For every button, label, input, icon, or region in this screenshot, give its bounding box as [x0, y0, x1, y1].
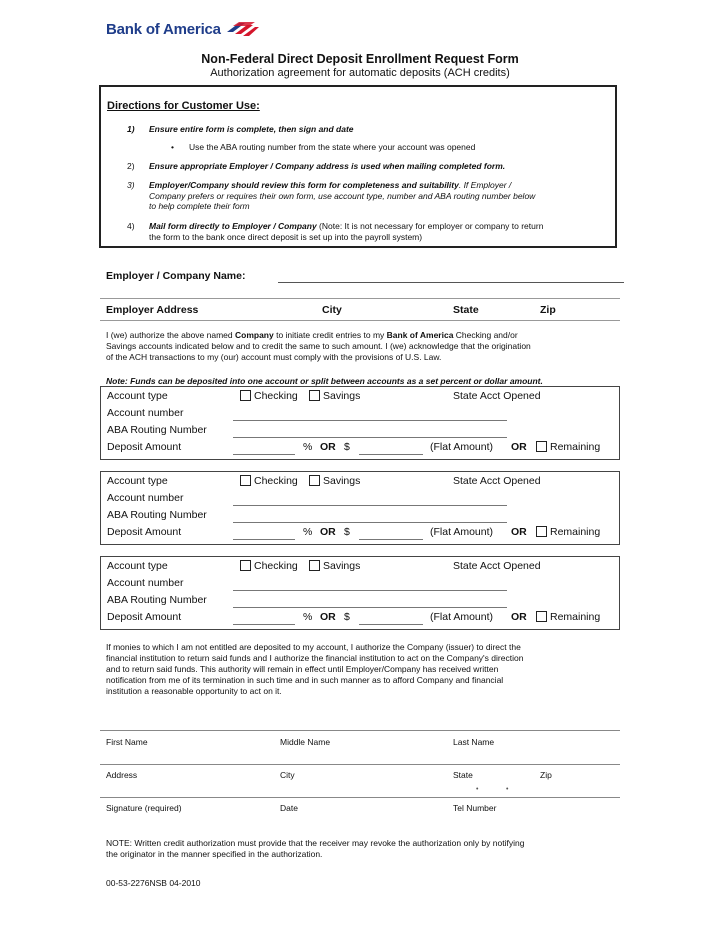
- percent-field[interactable]: [233, 539, 295, 540]
- auth-bank: Bank of America: [386, 330, 454, 340]
- flat-amount-field[interactable]: [359, 624, 423, 625]
- direction-number-1: 1): [127, 124, 135, 134]
- remaining-label: Remaining: [550, 526, 601, 538]
- or-label: OR: [511, 526, 527, 538]
- return-line1: If monies to which I am not entitled are deposited to my account, I authorize the Company (issuer) to direct the: [106, 642, 521, 652]
- checking-label: Checking: [254, 475, 298, 487]
- dollar-sign: $: [344, 441, 350, 453]
- auth-company: Company: [235, 330, 274, 340]
- return-line5: institution a reasonable opportunity to act on it.: [106, 686, 282, 696]
- remaining-option[interactable]: [536, 441, 600, 453]
- direction-4-bold: Mail form directly to Employer / Company: [149, 221, 317, 231]
- return-line4: notification from me of its termination in such time and in such manner as to afford Company and financial: [106, 675, 504, 685]
- account-number-label: Account number: [107, 407, 184, 419]
- flat-amount-label: (Flat Amount): [430, 526, 494, 538]
- checking-option[interactable]: [240, 390, 298, 402]
- direction-4: [149, 221, 617, 242]
- signature-label: Signature (required): [106, 803, 182, 813]
- checkbox[interactable]: [536, 611, 547, 622]
- account-number-label: Account number: [107, 492, 184, 504]
- direction-1: Ensure entire form is complete, then sign and date: [149, 124, 354, 134]
- dollar-sign: $: [344, 611, 350, 623]
- direction-4-rest: (Note: It is not necessary for employer or company to return: [316, 221, 544, 231]
- date-label: Date: [280, 803, 298, 813]
- split-note: Note: Funds can be deposited into one account or split between accounts as a set percent or dollar amount.: [106, 376, 543, 386]
- checkbox[interactable]: [240, 475, 251, 486]
- checking-label: Checking: [254, 390, 298, 402]
- employer-name-field[interactable]: [278, 282, 624, 283]
- direction-3: [149, 180, 617, 212]
- employer-name-label: Employer / Company Name:: [106, 270, 246, 282]
- employer-city-label: City: [322, 304, 342, 316]
- footer-note-line1: NOTE: Written credit authorization must provide that the receiver may revoke the authorization only by notifying: [106, 838, 525, 848]
- direction-3-line2: Company prefers or requires their own form, use account type, number and ABA routing number below: [149, 190, 536, 201]
- city-label: City: [280, 770, 295, 780]
- account-block-3: [100, 556, 620, 630]
- footer-note-line2: the originator in the manner specified in the authorization.: [106, 849, 323, 859]
- form-subtitle: Authorization agreement for automatic deposits (ACH credits): [210, 67, 510, 79]
- checkbox[interactable]: [309, 475, 320, 486]
- savings-label: Savings: [323, 475, 361, 487]
- account-block-1: [100, 386, 620, 460]
- account-number-field[interactable]: [233, 505, 507, 506]
- remaining-label: Remaining: [550, 611, 601, 623]
- auth-text-c: to initiate credit entries to my: [273, 330, 387, 340]
- direction-2: Ensure appropriate Employer / Company address is used when mailing completed form.: [149, 161, 506, 171]
- or-label: OR: [320, 611, 336, 623]
- dollar-sign: $: [344, 526, 350, 538]
- checkbox[interactable]: [240, 390, 251, 401]
- deposit-amount-label: Deposit Amount: [107, 526, 182, 538]
- percent-sign: %: [303, 441, 313, 453]
- auth-text-a: I (we) authorize the above named: [106, 330, 235, 340]
- checking-option[interactable]: [240, 560, 298, 572]
- dot-mark: •: [476, 786, 479, 793]
- address-label: Address: [106, 770, 138, 780]
- footer-note: [106, 838, 616, 860]
- tel-label: Tel Number: [453, 803, 497, 813]
- employer-address-field[interactable]: [100, 320, 620, 321]
- employer-address-label: Employer Address: [106, 304, 199, 316]
- percent-field[interactable]: [233, 624, 295, 625]
- signature-line[interactable]: [100, 797, 620, 798]
- percent-sign: %: [303, 611, 313, 623]
- last-name-label: Last Name: [453, 737, 495, 747]
- dot-mark: •: [506, 786, 509, 793]
- or-label: OR: [511, 611, 527, 623]
- flag-icon: [225, 20, 259, 38]
- return-line3: and to return said funds. This authority will remain in effect until Employer/Company has received written: [106, 664, 499, 674]
- auth-text-e: Checking and/or: [453, 330, 518, 340]
- aba-label: ABA Routing Number: [107, 594, 207, 606]
- return-line2: financial institution to return said funds and I authorize the financial institution to act on the Company's direction: [106, 653, 524, 663]
- remaining-label: Remaining: [550, 441, 601, 453]
- state-label: State: [453, 770, 473, 780]
- checkbox[interactable]: [240, 560, 251, 571]
- bank-name: Bank of America: [106, 20, 221, 38]
- address-line[interactable]: [100, 764, 620, 765]
- direction-number-2: 2): [127, 161, 135, 171]
- direction-number-3: 3): [127, 180, 135, 190]
- direction-3-line3: to help complete their form: [149, 201, 250, 211]
- auth-line3: of the ACH transactions to my (our) account must comply with the provisions of U.S. Law.: [106, 352, 442, 362]
- state-opened-label: State Acct Opened: [453, 475, 541, 487]
- state-opened-label: State Acct Opened: [453, 560, 541, 572]
- account-type-label: Account type: [107, 560, 168, 572]
- deposit-amount-label: Deposit Amount: [107, 611, 182, 623]
- aba-label: ABA Routing Number: [107, 509, 207, 521]
- savings-label: Savings: [323, 390, 361, 402]
- checkbox[interactable]: [536, 441, 547, 452]
- savings-option[interactable]: [309, 560, 360, 572]
- state-opened-label: State Acct Opened: [453, 390, 541, 402]
- direction-4-line2: the form to the bank once direct deposit is set up into the payroll system): [149, 231, 423, 242]
- account-number-label: Account number: [107, 577, 184, 589]
- return-clause: [106, 642, 616, 697]
- or-label: OR: [511, 441, 527, 453]
- authorization-paragraph: [106, 330, 616, 363]
- aba-field[interactable]: [233, 437, 507, 438]
- aba-field[interactable]: [233, 607, 507, 608]
- direction-number-4: 4): [127, 221, 135, 231]
- direction-3-bold: Employer/Company should review this form for completeness and suitability: [149, 180, 459, 190]
- direction-3-rest: . If Employer /: [458, 180, 512, 190]
- aba-label: ABA Routing Number: [107, 424, 207, 436]
- flat-amount-field[interactable]: [359, 539, 423, 540]
- savings-label: Savings: [323, 560, 361, 572]
- form-code: 00-53-2276NSB 04-2010: [106, 878, 201, 888]
- account-block-2: [100, 471, 620, 545]
- checkbox[interactable]: [536, 526, 547, 537]
- directions-heading: Directions for Customer Use:: [107, 100, 260, 112]
- percent-field[interactable]: [233, 454, 295, 455]
- directions-box: [99, 85, 617, 248]
- direction-bullet: Use the ABA routing number from the state where your account was opened: [189, 142, 476, 152]
- account-number-field[interactable]: [233, 590, 507, 591]
- first-name-label: First Name: [106, 737, 148, 747]
- employer-zip-label: Zip: [540, 304, 556, 316]
- percent-sign: %: [303, 526, 313, 538]
- employer-state-label: State: [453, 304, 479, 316]
- flat-amount-field[interactable]: [359, 454, 423, 455]
- bank-logo: [106, 20, 259, 38]
- divider: [100, 298, 620, 299]
- savings-option[interactable]: [309, 390, 360, 402]
- checking-label: Checking: [254, 560, 298, 572]
- flat-amount-label: (Flat Amount): [430, 441, 494, 453]
- checkbox[interactable]: [309, 390, 320, 401]
- auth-line2: Savings accounts indicated below and to credit the same to such amount. I (we) acknowledge that the origination: [106, 341, 531, 351]
- zip-label: Zip: [540, 770, 552, 780]
- account-number-field[interactable]: [233, 420, 507, 421]
- or-label: OR: [320, 526, 336, 538]
- savings-option[interactable]: [309, 475, 360, 487]
- middle-name-label: Middle Name: [280, 737, 331, 747]
- checking-option[interactable]: [240, 475, 298, 487]
- name-line[interactable]: [100, 730, 620, 731]
- account-type-label: Account type: [107, 390, 168, 402]
- bullet-icon: •: [171, 142, 174, 152]
- or-label: OR: [320, 441, 336, 453]
- checkbox[interactable]: [309, 560, 320, 571]
- remaining-option[interactable]: [536, 611, 600, 623]
- aba-field[interactable]: [233, 522, 507, 523]
- flat-amount-label: (Flat Amount): [430, 611, 494, 623]
- deposit-amount-label: Deposit Amount: [107, 441, 182, 453]
- form-title: Non-Federal Direct Deposit Enrollment Request Form: [201, 52, 519, 66]
- account-type-label: Account type: [107, 475, 168, 487]
- remaining-option[interactable]: [536, 526, 600, 538]
